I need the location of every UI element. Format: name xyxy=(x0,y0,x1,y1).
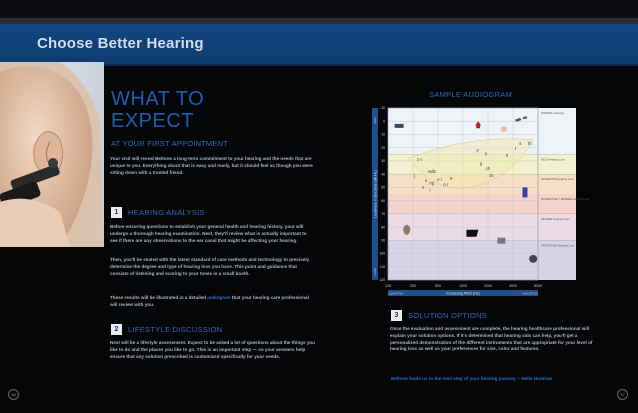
audiogram-title: SAMPLE AUDIOGRAM xyxy=(429,90,513,99)
section-2-paragraph: Next will be a lifestyle assessment. Expect to be asked a lot of questions about the things you like to do and the places you like to go. This is an important step — so your answers help ensure that any solution prescribed is customized specifically for your needs. xyxy=(110,340,315,359)
heading-line-2: EXPECT xyxy=(111,110,195,132)
x-tick-4: 2000 xyxy=(484,284,492,288)
speech-sound-2: mdb xyxy=(427,168,436,174)
y-tick-8: 70 xyxy=(381,212,385,217)
testimonial-quote: Beltone leads us to the next step of your hearing journey. – Hello Hartman xyxy=(391,376,553,381)
x-axis-high-box: HIGH PITCH xyxy=(522,292,538,296)
subheading: AT YOUR FIRST APPOINTMENT xyxy=(111,139,228,148)
page-number-left: 16 xyxy=(8,389,19,400)
band-label-3: MODERATELY SEVERE Hearing Loss xyxy=(541,197,590,201)
ear-exam-photo xyxy=(0,62,104,247)
y-tick-13: 120 xyxy=(379,278,385,283)
y-tick-2: 10 xyxy=(381,132,385,137)
y-axis-label: Loudness in Decibels (dB HL) xyxy=(373,170,378,218)
speech-sound-9: o r xyxy=(443,182,449,188)
section-1-paragraph-2: Then, you'll be seated with the latest standard of care methods and technology to precisely determine the degree and type of hearing loss you have. This point and guidance that consists of listening and scoring to your tones in a small booth. xyxy=(110,257,310,276)
section-1-paragraph-3-text: These results will be illustrated in a detailed audiogram that your hearing care professional will review with you. xyxy=(110,295,309,307)
y-axis-soft-box: SOFT xyxy=(374,116,378,124)
top-strip xyxy=(0,0,638,18)
person-whisper-icon xyxy=(501,126,507,132)
banner-title: Choose Better Hearing xyxy=(37,35,204,52)
intro-paragraph: Your visit will reveal Beltone a long-term commitment to your hearing and the needs that are unique to you. Everything about that is easy and ready, but it should feel as though you were sitting down with a trusted friend. xyxy=(110,156,313,175)
section-1-paragraph-1: Before ensuring questions to establish your general health and hearing history, your will undergo a thorough hearing examination. Next, they'll review what is actually important to see if there are any observations to the ear canal that might be affecting your hearing. xyxy=(110,224,307,243)
x-tick-5: 4000 xyxy=(509,284,517,288)
speech-sound-11: h xyxy=(484,151,488,157)
speech-sound-14: sh xyxy=(489,172,494,178)
page-heading xyxy=(111,88,204,132)
band-label-2: MODERATE Hearing Loss xyxy=(541,177,574,182)
speech-sound-10: p xyxy=(476,147,479,153)
header-banner xyxy=(0,24,638,64)
x-tick-0: 125 xyxy=(385,284,391,288)
section-2-number: 2 xyxy=(111,324,122,335)
vacuum-icon xyxy=(522,187,527,197)
x-tick-3: 1000 xyxy=(459,284,467,288)
y-tick-3: 20 xyxy=(381,145,385,150)
page-number-right: 17 xyxy=(617,389,628,400)
piano-icon xyxy=(466,230,478,237)
band-label-4: SEVERE Hearing Loss xyxy=(541,216,570,221)
audiogram-link[interactable]: audiogram xyxy=(207,295,231,300)
speech-sound-1: j xyxy=(413,172,415,178)
band-label-0: NORMAL Hearing xyxy=(541,111,564,115)
section-1-title: HEARING ANALYSIS xyxy=(128,208,205,217)
y-tick-10: 90 xyxy=(381,238,385,243)
y-tick-5: 40 xyxy=(381,172,385,177)
y-tick-4: 30 xyxy=(381,159,385,164)
y-tick-12: 110 xyxy=(379,264,385,269)
section-3-paragraph: Once the evaluation and assessment are complete, the hearing healthcare professional will explain your solution options. If it's determined that hearing aids can help, you'll get a personalized demonstration of the different instruments that are appropriate for your level of hearing loss as well as your preferences for size, color and features. xyxy=(390,326,593,352)
y-tick-11: 100 xyxy=(379,251,385,256)
band-label-1: MILD Hearing Loss xyxy=(541,157,565,162)
audiogram-chart xyxy=(366,100,590,300)
y-tick-7: 60 xyxy=(381,198,385,203)
speech-sound-5: e l xyxy=(437,176,442,182)
motorcycle-icon xyxy=(529,255,537,263)
y-axis-loud-box: LOUD xyxy=(374,268,378,276)
section-1-number: 1 xyxy=(111,207,122,218)
band-label-5: PROFOUND Hearing Loss xyxy=(541,243,575,248)
speech-sound-12: g xyxy=(479,160,483,166)
speech-sound-17: s xyxy=(519,141,522,147)
section-2-title: LIFESTYLE DISCUSSION xyxy=(128,325,223,334)
speech-sound-7: i xyxy=(429,187,431,193)
x-tick-1: 250 xyxy=(410,284,416,288)
speech-sound-18: th xyxy=(528,141,532,147)
y-tick-9: 80 xyxy=(381,225,385,230)
speech-sound-0: z v xyxy=(416,156,423,162)
speech-sound-4: ng xyxy=(429,180,435,186)
speech-sound-3: n xyxy=(424,178,428,184)
speech-sound-8: a xyxy=(449,175,453,181)
section-3-title: SOLUTION OPTIONS xyxy=(408,311,487,320)
y-tick-1: 0 xyxy=(383,119,385,124)
speech-sound-16: f xyxy=(515,146,517,152)
y-tick-0: -10 xyxy=(380,106,385,111)
dog-icon xyxy=(403,225,410,235)
faucet-icon xyxy=(395,124,404,128)
section-1-paragraph-3 xyxy=(110,295,315,309)
x-tick-2: 500 xyxy=(435,284,441,288)
x-axis-label: Increasing Pitch (Hz) xyxy=(446,291,480,296)
phone-icon xyxy=(497,238,505,244)
speech-sound-13: ch xyxy=(485,166,491,172)
speech-sound-15: k xyxy=(506,152,509,158)
heading-line-1: WHAT TO xyxy=(111,88,205,110)
y-tick-6: 50 xyxy=(381,185,385,190)
x-tick-6: 8000 xyxy=(534,284,542,288)
x-axis-low-box: LOW PITCH xyxy=(388,292,404,296)
section-3-number: 3 xyxy=(391,310,402,321)
speech-sound-6: u xyxy=(421,184,425,190)
